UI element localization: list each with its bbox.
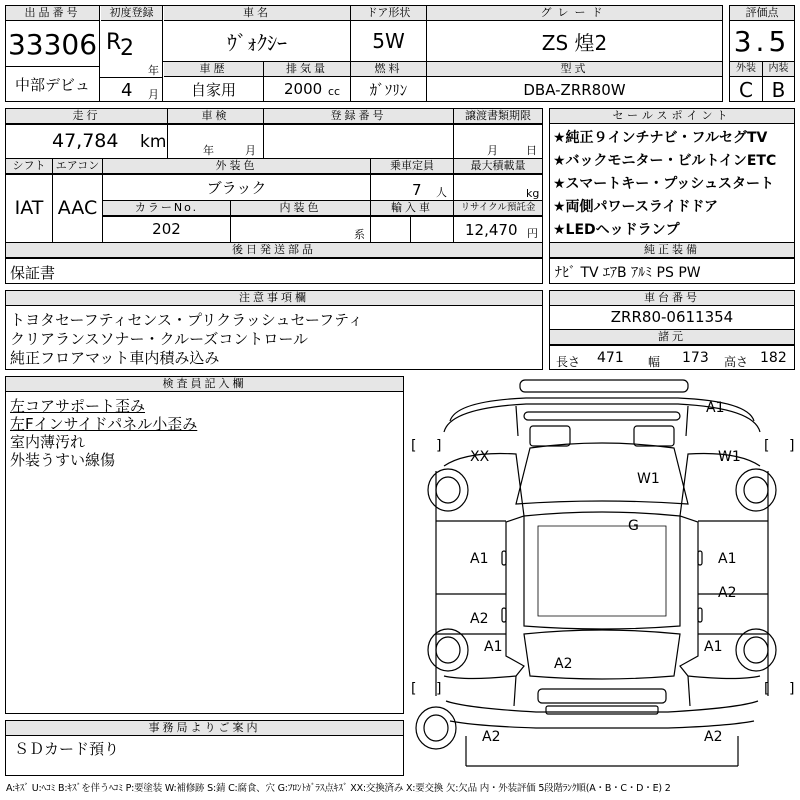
model-label: 型式 — [427, 62, 722, 77]
chassis-label: 車台番号 — [550, 291, 794, 306]
notes-line: トヨタセーフティセンス・プリクラッシュセーフティ — [10, 311, 363, 329]
grade: ZS 煌2 — [541, 30, 608, 55]
height-label: 高さ — [724, 355, 749, 369]
damage-mark-front-bumper: A1 — [706, 400, 725, 416]
int-color-label: 内装色 — [231, 201, 370, 216]
damage-mark-rear-left: A2 — [482, 729, 501, 745]
later-parts: 保証書 — [10, 264, 56, 282]
month: 4 — [121, 80, 133, 101]
bracket-right-front-close: ] — [789, 438, 795, 454]
history: 自家用 — [190, 81, 236, 99]
bracket-right-rear-open: [ — [764, 681, 770, 697]
transfer-month-unit: 月 — [487, 144, 498, 157]
interior-label: 内装 — [763, 62, 794, 77]
fuel-label: 燃料 — [351, 62, 426, 77]
inspection-month-unit: 月 — [245, 144, 256, 157]
damage-mark-roof: G — [628, 518, 639, 534]
damage-mark-right-front-fender: W1 — [718, 449, 741, 465]
office-label: 事務局よりご案内 — [6, 721, 403, 736]
exterior-label: 外装 — [730, 62, 762, 77]
transfer-day-unit: 日 — [526, 144, 537, 157]
damage-mark-left-quarter: A1 — [484, 639, 503, 655]
lot-number: 33306 — [7, 27, 98, 61]
sales-point-item: ★スマートキー・プッシュスタート — [553, 176, 775, 192]
genuine-equipment-label: 純正装備 — [550, 243, 794, 258]
era-letter: R — [106, 30, 122, 55]
lot-label: 出品番号 — [6, 6, 99, 21]
aircon: AAC — [57, 197, 98, 219]
sales-points-label: セールスポイント — [550, 109, 794, 124]
notes-line: クリアランスソナー・クルーズコントロール — [10, 330, 309, 348]
capacity-label: 乗車定員 — [371, 159, 453, 174]
notes-line: 純正フロアマット車内積み込み — [10, 349, 220, 367]
inspection-label: 車検 — [168, 109, 263, 124]
bracket-left-front-open: [ — [411, 438, 417, 454]
first-reg-label: 初度登録 — [101, 6, 162, 21]
mileage-label: 走行 — [6, 109, 167, 124]
grade-label: グレード — [427, 6, 722, 21]
length-label: 長さ — [556, 355, 581, 369]
year-unit: 年 — [148, 64, 159, 77]
car-name: ｳﾞｫｸｼｰ — [227, 30, 287, 55]
inspector-line: 左Fインサイドパネル小歪み — [10, 415, 198, 433]
ext-color: ブラック — [206, 178, 267, 197]
inspection-year-unit: 年 — [203, 144, 214, 157]
max-load-unit: kg — [526, 187, 540, 200]
recycle-unit: 円 — [527, 227, 538, 240]
genuine-equipment: ﾅﾋﾞ TV ｴｱB ｱﾙﾐ PS PW — [555, 265, 701, 281]
notes-label: 注意事項欄 — [6, 291, 542, 306]
office-text: ＳＤカード預り — [14, 740, 120, 758]
door-label: ドア形状 — [351, 6, 426, 21]
transfer-label: 譲渡書類期限 — [454, 109, 542, 124]
score-label: 評価点 — [730, 6, 794, 21]
capacity: 7 — [412, 181, 422, 199]
aircon-label: エアコン — [53, 159, 102, 174]
interior-grade: B — [771, 77, 786, 102]
ext-color-label: 外装色 — [103, 159, 370, 174]
damage-mark-right-quarter: A1 — [704, 639, 723, 655]
debut-label: 中部デビュ — [14, 75, 90, 94]
import-label: 輸入車 — [371, 201, 453, 216]
inspector-line: 左コアサポート歪み — [10, 397, 146, 415]
recycle-amount: 12,470 — [465, 221, 518, 239]
sales-point-item: ★LEDヘッドランプ — [553, 222, 680, 238]
damage-mark-left-front-fender: XX — [470, 449, 490, 465]
inspector-line: 外装うすい線傷 — [10, 451, 116, 469]
damage-mark-rear-right: A2 — [704, 729, 723, 745]
era-year: 2 — [120, 36, 134, 61]
height: 182 — [760, 350, 787, 366]
inspector-line: 室内薄汚れ — [10, 433, 86, 451]
inspector-label: 検査員記入欄 — [6, 377, 403, 392]
width: 173 — [682, 350, 709, 366]
capacity-unit: 人 — [436, 186, 447, 199]
score: 3.5 — [733, 24, 791, 58]
specs-label: 諸元 — [550, 330, 794, 345]
shift: IAT — [14, 197, 44, 219]
sales-point-item: ★バックモニター・ビルトインETC — [553, 153, 777, 169]
legend: A:ｷｽﾞ U:ﾍｺﾐ B:ｷｽﾞを伴うﾍｺﾐ P:要塗装 W:補修跡 S:錆 C:腐食、穴 G:ﾌﾛﾝﾄｶﾞﾗｽ点ｷｽﾞ XX:交換済み X:要交換 欠:欠品 内・外装評価 5段階ﾗﾝｸ順(A・B・C・D・E) 2 — [6, 783, 671, 794]
color-no-label: カラーNo. — [103, 201, 230, 216]
width-label: 幅 — [648, 355, 661, 369]
month-unit: 月 — [148, 88, 159, 101]
displacement: 2000 — [284, 80, 323, 98]
bracket-left-rear-close: ] — [436, 681, 442, 697]
damage-mark-left-rear-door: A2 — [470, 611, 489, 627]
int-color-unit: 系 — [354, 228, 365, 241]
door-type: 5W — [372, 29, 405, 53]
model-code: DBA-ZRR80W — [523, 80, 626, 99]
displacement-unit: cc — [328, 85, 341, 98]
bracket-left-rear-open: [ — [411, 681, 417, 697]
car-damage-diagram — [406, 376, 798, 776]
mileage: 47,784 — [52, 130, 119, 152]
chassis-number: ZRR80-0611354 — [610, 308, 734, 326]
damage-mark-left-front-door: A1 — [470, 551, 489, 567]
bracket-right-rear-close: ] — [789, 681, 795, 697]
displacement-label: 排気量 — [264, 62, 350, 77]
color-no: 202 — [152, 220, 181, 238]
shift-label: シフト — [6, 159, 52, 174]
damage-mark-windshield: W1 — [637, 471, 660, 487]
car-name-label: 車名 — [164, 6, 350, 21]
reg-no-label: 登録番号 — [264, 109, 453, 124]
recycle-label: リサイクル預託金 — [454, 201, 542, 216]
sales-point-item: ★純正９インチナビ・フルセグTV — [553, 130, 768, 146]
damage-mark-right-front-door: A1 — [718, 551, 737, 567]
exterior-grade: C — [739, 77, 753, 102]
later-parts-label: 後日発送部品 — [6, 243, 542, 258]
history-label: 車歴 — [164, 62, 263, 77]
fuel: ｶﾞｿﾘﾝ — [369, 81, 408, 99]
bracket-left-front-close: ] — [436, 438, 442, 454]
sales-point-item: ★両側パワースライドドア — [553, 199, 719, 215]
bracket-right-front-open: [ — [764, 438, 770, 454]
mileage-unit: km — [140, 132, 167, 152]
max-load-label: 最大積載量 — [454, 159, 542, 174]
damage-mark-right-rear-door: A2 — [718, 585, 737, 601]
damage-mark-rear-window: A2 — [554, 656, 573, 672]
length: 471 — [597, 350, 624, 366]
